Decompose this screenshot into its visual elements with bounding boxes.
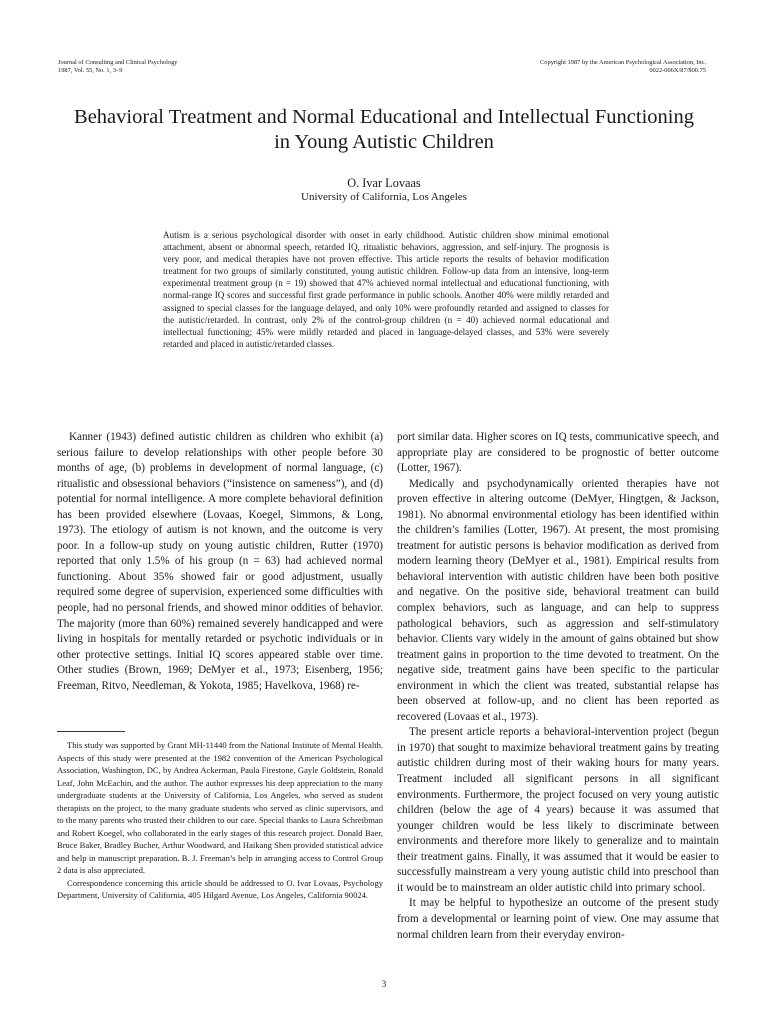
body-paragraph: Kanner (1943) defined autistic children as children who exhibit (a) serious failure to develop relationships with other people before 30 months of age, (b) problems in development of normal language, (c) ritualistic and obsessional behaviors (“insistence on sameness”), and (d) potential for normal intelligence. A more complete behavioral definition has been provided elsewhere (Lovaas, Koegel, Simmons, & Long, 1973). The etiology of autism is not known, and the outcome is very poor. In a follow-up study on young autistic children, Rutter (1970) reported that only 1.5% of his group (n = 63) had achieved normal functioning. About 35% showed fair or good adjustment, usually required some degree of supervision, experienced some difficulties with people, had no personal friends, and showed minor oddities of behavior. The majority (more than 60%) remained severely handicapped and were living in hospitals for mentally retarded or psychotic individuals or in other protective settings. Initial IQ scores appeared stable over time. Other studies (Brown, 1969; DeMyer et al., 1973; Eisenberg, 1956; Freeman, Ritvo, Needleman, & Yokota, 1985; Havelkova, 1968) re- [57,431,383,692]
copyright-line: Copyright 1987 by the American Psychological Association, Inc. [540,59,706,66]
body-paragraph: The present article reports a behavioral-intervention project (begun in 1970) that sought to maximize behavioral treatment gains by treating autistic children during most of their waking hours for many years. Treatment included all significant persons in all significant environments. Furthermore, the project focused on very young autistic children (below the age of 4 years) because it was assumed that younger children would be less likely to discriminate between environments and therefore more likely to generalize and to maintain their treatment gains. Finally, it was assumed that it would be easier to successfully mainstream a very young autistic child into preschool than it would be to mainstream an older autistic child into primary school. [397,726,719,894]
journal-name: Journal of Consulting and Clinical Psychology [58,59,178,66]
correspondence-note: Correspondence concerning this article should be addressed to O. Ivar Lovaas, Psychology Department, University of California, 405 Hilgard Avenue, Los Angeles, California 90024. [57,877,383,900]
author-affiliation: University of California, Los Angeles [301,191,467,203]
author-note [57,739,383,902]
author-name: O. Ivar Lovaas [347,176,421,190]
abstract: Autism is a serious psychological disorder with onset in early childhood. Autistic children show minimal emotional attachment, absent or abnormal speech, retarded IQ, ritualistic behaviors, aggression, and self-injury. The prognosis is very poor, and medical therapies have not proven effective. This article reports the results of behavior modification treatment for two groups of similarly constituted, young autistic children. Follow-up data from an intensive, long-term experimental treatment group (n = 19) showed that 47% achieved normal intellectual and educational functioning, with normal-range IQ scores and successful first grade performance in public schools. Another 40% were mildly retarded and assigned to special classes for the language delayed, and only 10% were profoundly retarded and assigned to classes for the autistic/retarded. In contrast, only 2% of the control-group children (n = 40) achieved normal educational and intellectual functioning; 45% were mildly retarded and placed in language-delayed classes, and 53% were severely retarded and placed in autistic/retarded classes. [163,230,609,349]
body-column-right [397,430,719,943]
body-paragraph: Medically and psychodynamically oriented therapies have not proven effective in altering outcome (DeMyer, Hingtgen, & Jackson, 1981). No abnormal environmental etiology has been identified within the children’s families (Lotter, 1967). At present, the most promising treatment for autistic persons is behavior modification as derived from modern learning theory (DeMyer et al., 1981). Empirical results from behavioral intervention with autistic children have been both positive and negative. On the positive side, behavioral treatment can build complex behaviors, such as language, and can help to suppress pathological behaviors, such as aggression and self-stimulatory behavior. Clients vary widely in the amount of gains obtained but show treatment gains in proportion to the time devoted to treatment. On the negative side, treatment gains have been specific to the particular environment in which the client was treated, substantial relapse has been observed at follow-up, and no client has been reported as recovered (Lovaas et al., 1973). [397,477,719,723]
page-number: 3 [381,979,387,989]
journal-volume: 1987, Vol. 55, No. 1, 3–9 [58,66,123,74]
body-paragraph: It may be helpful to hypothesize an outcome of the present study from a developmental or learning point of view. One may assume that normal children learn from their everyday environ- [397,897,719,941]
issn-price: 0022-006X/87/$00.75 [649,66,706,74]
copyright-notice [540,59,706,74]
footnote-divider [57,731,125,732]
funding-acknowledgment: This study was supported by Grant MH-11440 from the National Institute of Mental Health. Aspects of this study were presented at the 1982 convention of the American Psychological Association, Washington, DC, by Andrea Ackerman, Paula Firestone, Gayle Goldstein, Ronald Leaf, John McEachin, and the author. The author expresses his deep appreciation to the many undergraduate students at the University of California, Los Angeles, who served as student therapists on the project, to the many graduate students who served as clinic supervisors, and to the many parents who trusted their children to our care. Special thanks to Laura Schreibman and Robert Koegel, who collaborated in the early stages of this research project. Donald Baer, Bruce Baker, Bradley Bucher, Arthur Woodward, and Haikang Shen provided statistical advice and help in manuscript preparation. B. J. Freeman’s help in arranging access to Control Group 2 data is also appreciated. [57,740,383,875]
body-column-left [57,430,383,694]
body-paragraph: port similar data. Higher scores on IQ tests, communicative speech, and appropriate play are considered to be prognostic of better outcome (Lotter, 1967). [397,431,719,475]
journal-citation [58,59,177,74]
article-title: Behavioral Treatment and Normal Educational and Intellectual Functioning in Young Autistic Children [74,106,694,153]
